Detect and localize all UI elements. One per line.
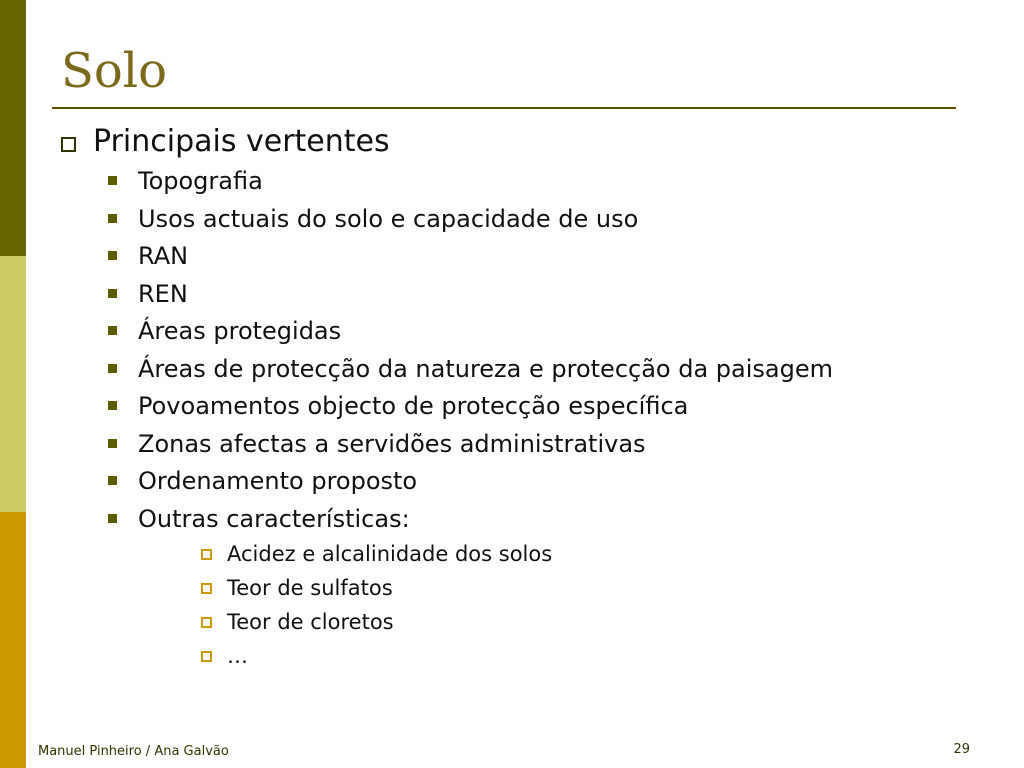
- list-item-label: REN: [138, 279, 188, 308]
- list-item: [93, 241, 956, 271]
- bullet-list: [56, 124, 956, 677]
- list-item: [93, 204, 956, 234]
- list-item: [93, 166, 956, 196]
- square-bullet-icon: [108, 214, 117, 223]
- hollow-square-bullet-icon: [61, 137, 76, 152]
- square-bullet-icon: [108, 326, 117, 335]
- list-item-label: Teor de cloretos: [227, 609, 394, 634]
- page-number: 29: [953, 742, 970, 757]
- side-bar-top: [0, 0, 26, 256]
- list-item-label: Usos actuais do solo e capacidade de uso: [138, 204, 639, 233]
- list-item-label: Outras características:: [138, 504, 410, 533]
- list-item-label: Áreas protegidas: [138, 317, 342, 345]
- list-item-level1: [56, 124, 956, 670]
- list-item-label: Acidez e alcalinidade dos solos: [227, 541, 553, 566]
- hollow-square-bullet-icon: [201, 549, 212, 560]
- square-bullet-icon: [108, 364, 117, 373]
- slide-title: Solo: [61, 43, 168, 99]
- list-item: [93, 429, 956, 459]
- list-item: [93, 279, 956, 309]
- sub-sub-list: [138, 540, 956, 670]
- square-bullet-icon: [108, 401, 117, 410]
- list-item-label: Zonas afectas a servidões administrativas: [138, 429, 646, 458]
- list-item: [93, 504, 956, 670]
- sub-list: [93, 166, 956, 670]
- list-item: [93, 391, 956, 421]
- square-bullet-icon: [108, 439, 117, 448]
- list-item-label: …: [227, 643, 248, 668]
- list-item-label: Teor de sulfatos: [227, 575, 393, 600]
- list-item-label: Áreas de protecção da natureza e protecção da paisagem: [138, 354, 833, 383]
- square-bullet-icon: [108, 289, 117, 298]
- title-divider: [52, 107, 956, 109]
- list-item: [93, 466, 956, 496]
- list-item-label: Povoamentos objecto de protecção específica: [138, 392, 689, 420]
- list-item: [93, 354, 956, 384]
- list-item-label: Ordenamento proposto: [138, 467, 418, 495]
- hollow-square-bullet-icon: [201, 651, 212, 662]
- list-item: [138, 608, 956, 636]
- square-bullet-icon: [108, 176, 117, 185]
- side-bar-bottom: [0, 512, 26, 768]
- list-item-label: Principais vertentes: [93, 124, 390, 159]
- list-item-label: RAN: [138, 242, 189, 270]
- list-item-label: Topografia: [138, 167, 263, 195]
- square-bullet-icon: [108, 251, 117, 260]
- square-bullet-icon: [108, 476, 117, 485]
- hollow-square-bullet-icon: [201, 583, 212, 594]
- list-item: [138, 574, 956, 602]
- list-item: [93, 316, 956, 346]
- square-bullet-icon: [108, 514, 117, 523]
- hollow-square-bullet-icon: [201, 617, 212, 628]
- footer-authors: Manuel Pinheiro / Ana Galvão: [38, 744, 229, 759]
- list-item: [138, 642, 956, 670]
- side-bar-middle: [0, 256, 26, 512]
- list-item: [138, 540, 956, 568]
